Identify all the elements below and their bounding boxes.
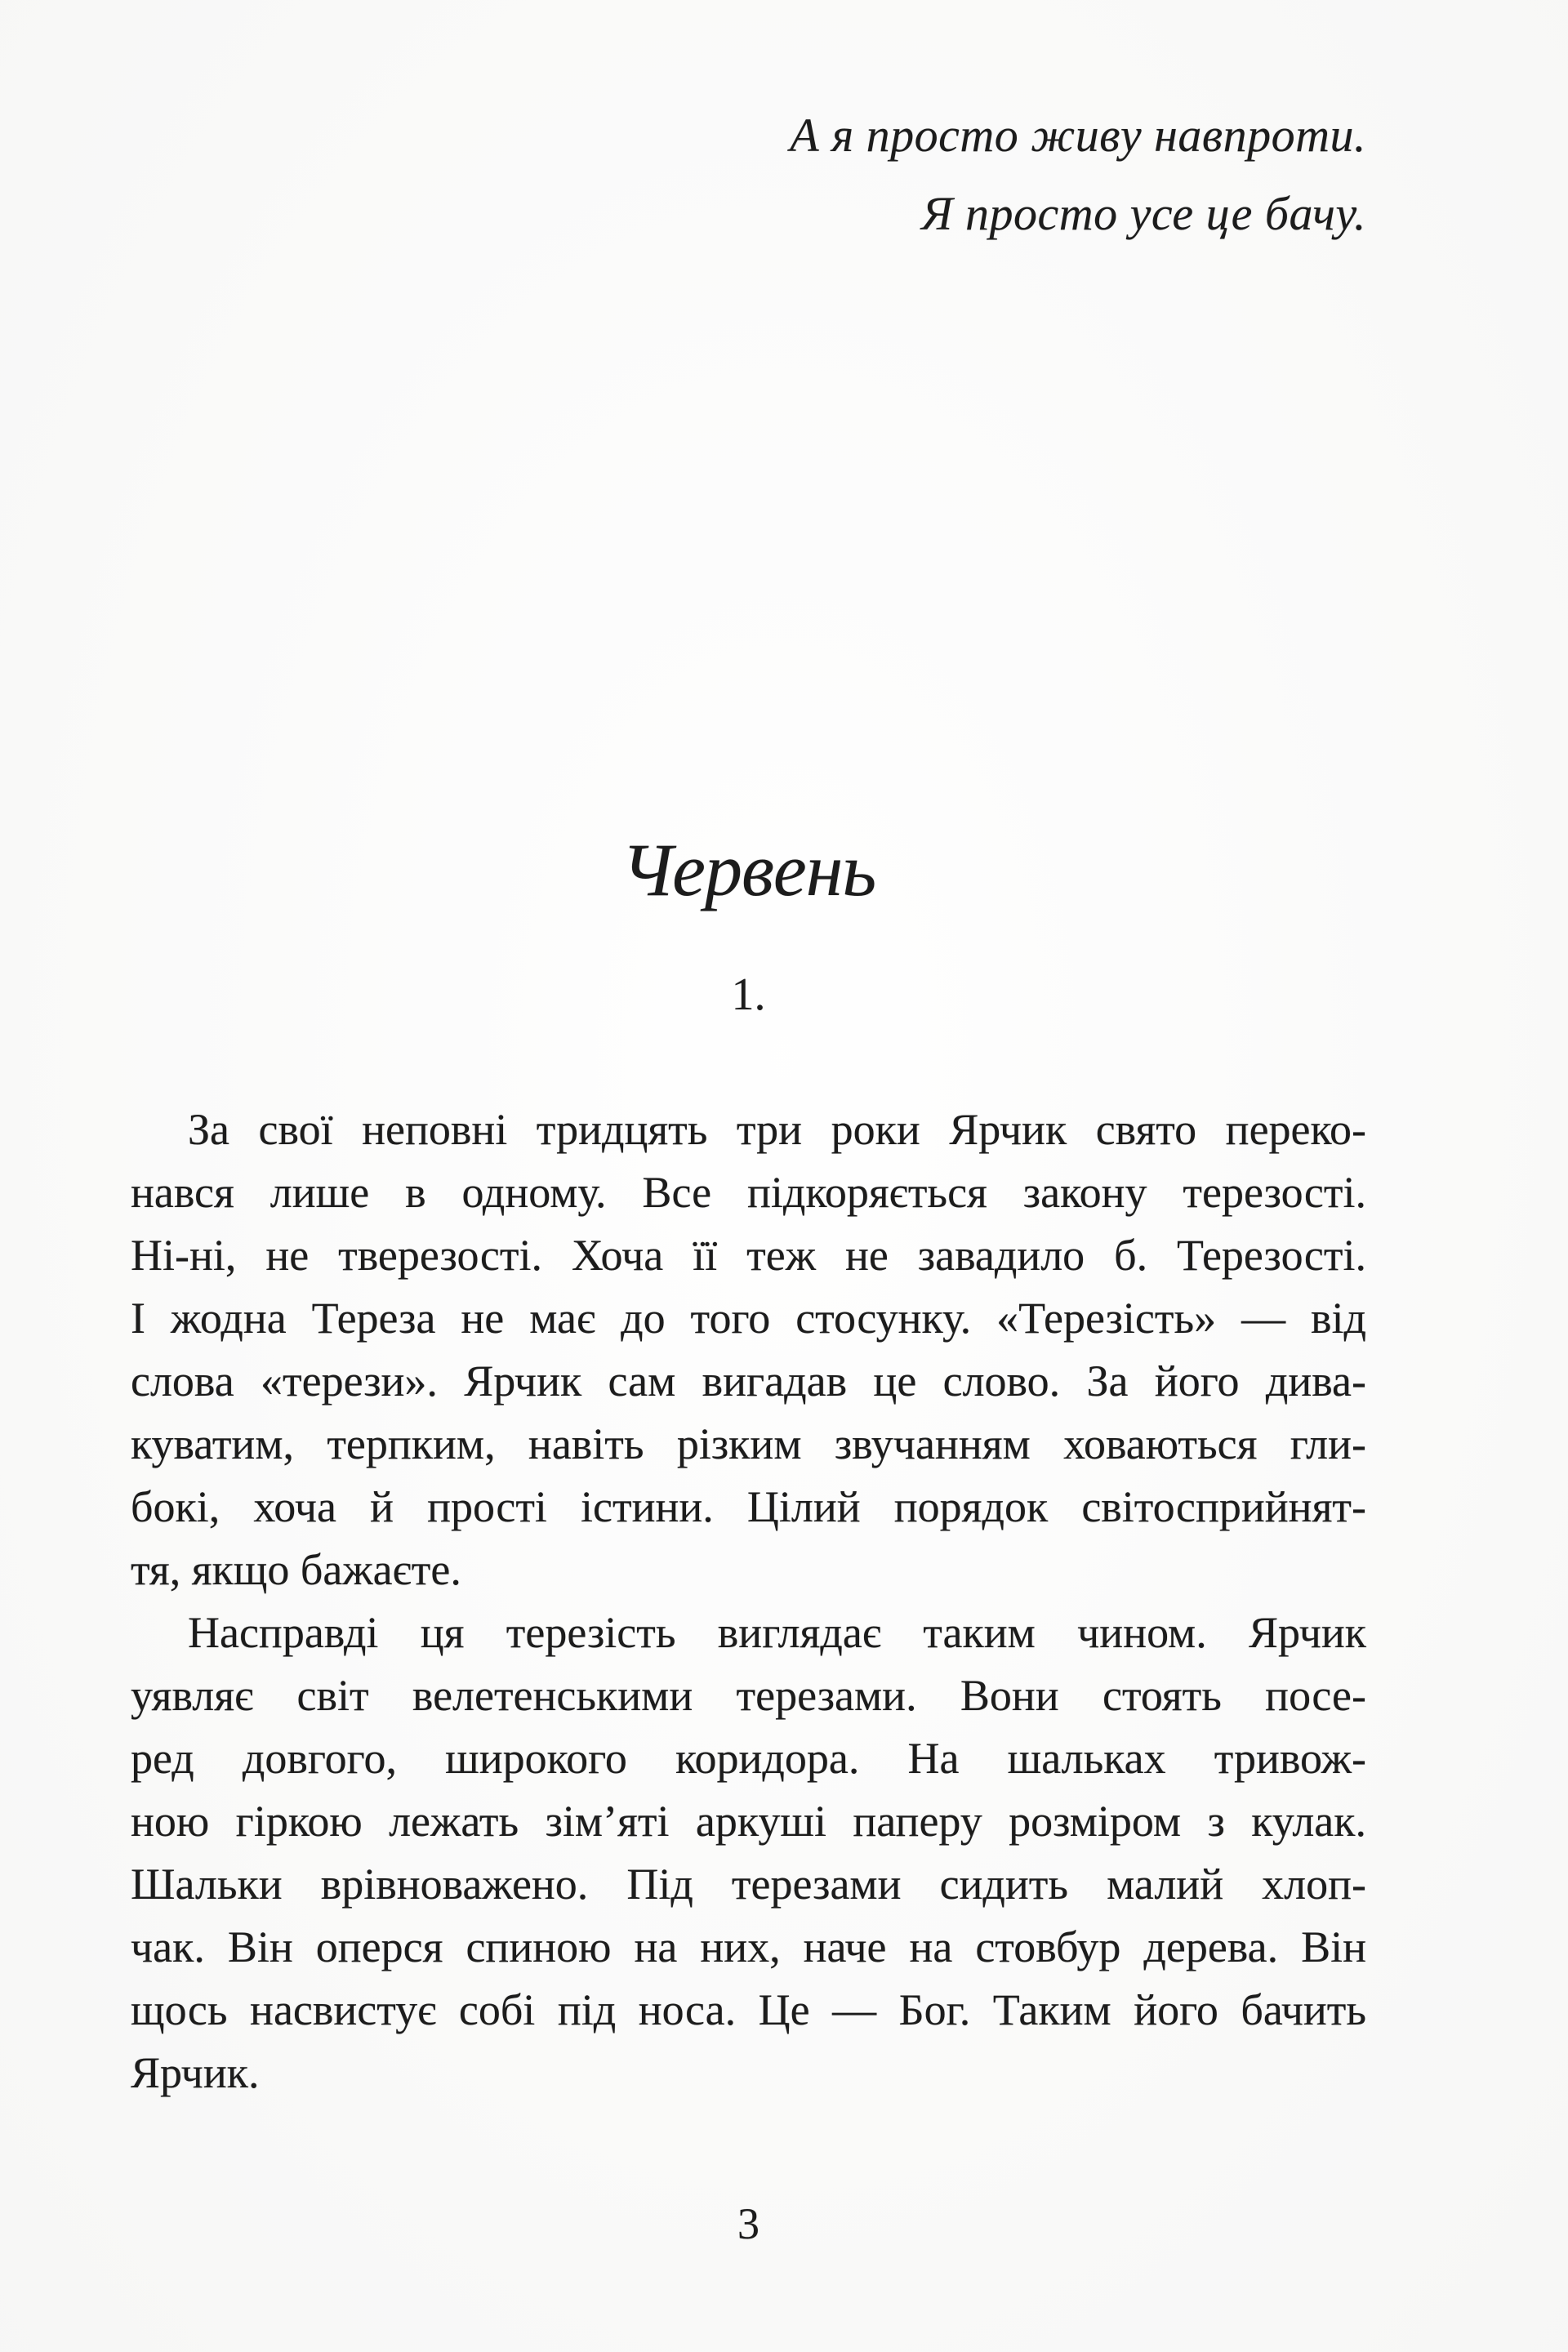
body-line: слова «терези». Ярчик сам вигадав це слово. За його дива- bbox=[131, 1356, 1366, 1405]
body-text bbox=[131, 1098, 1366, 2105]
epigraph-line: А я просто живу навпроти. bbox=[790, 109, 1366, 162]
body-line: щось насвистує собі під носа. Це — Бог. Таким його бачить bbox=[131, 1985, 1366, 2034]
body-line: Насправді ця терезість виглядає таким чином. Ярчик bbox=[188, 1608, 1366, 1657]
epigraph bbox=[131, 96, 1366, 253]
body-line: Ні-ні, не тверезості. Хоча її теж не завадило б. Терезості. bbox=[131, 1231, 1366, 1280]
body-line: бокі, хоча й прості істини. Цілий порядок світосприйнят- bbox=[131, 1482, 1366, 1531]
body-line: уявляє світ велетенськими терезами. Вони стоять посе- bbox=[131, 1671, 1366, 1720]
body-line: ред довгого, широкого коридора. На шальках тривож- bbox=[131, 1734, 1366, 1783]
body-line: Шальки врівноважено. Під терезами сидить малий хлоп- bbox=[131, 1860, 1366, 1909]
body-line: ною гіркою лежать зім’яті аркуші паперу розміром з кулак. bbox=[131, 1797, 1366, 1846]
body-line: За свої неповні тридцять три роки Ярчик свято переко- bbox=[188, 1105, 1366, 1154]
body-line: І жодна Тереза не має до того стосунку. «Терезість» — від bbox=[131, 1294, 1366, 1343]
body-line: Ярчик. bbox=[131, 2048, 260, 2097]
page-number: 3 bbox=[737, 2199, 760, 2248]
body-line: нався лише в одному. Все підкоряється закону терезості. bbox=[131, 1168, 1366, 1217]
chapter-title: Червень bbox=[621, 828, 876, 911]
body-line: куватим, терпким, навіть різким звучанням ховаються гли- bbox=[131, 1419, 1366, 1468]
epigraph-line: Я просто усе це бачу. bbox=[921, 187, 1366, 240]
body-line: тя, якщо бажаєте. bbox=[131, 1545, 461, 1594]
section-number: 1. bbox=[731, 969, 766, 1020]
body-line: чак. Він оперся спиною на них, наче на стовбур дерева. Він bbox=[131, 1922, 1366, 1971]
